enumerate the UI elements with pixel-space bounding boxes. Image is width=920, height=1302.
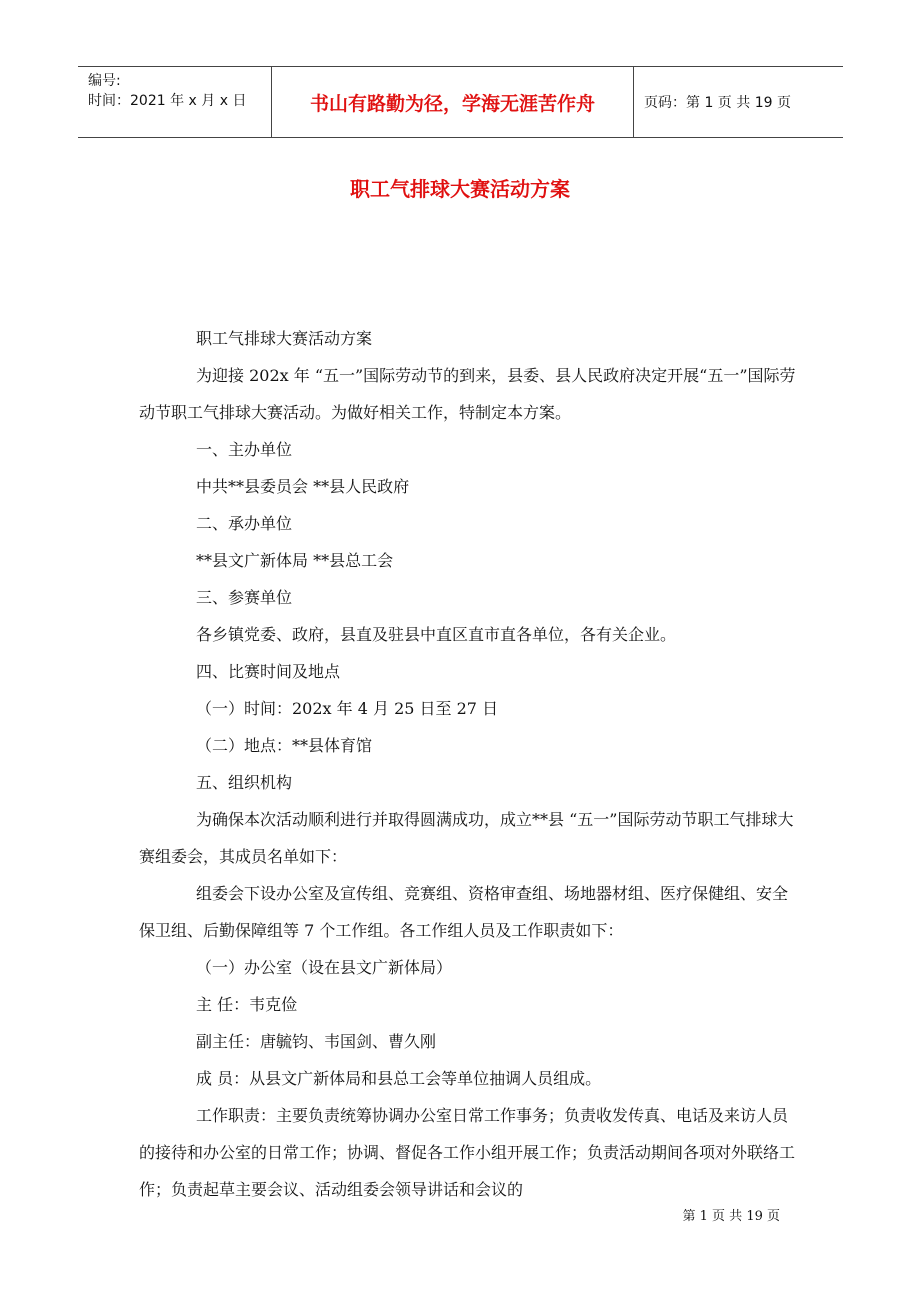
paragraph: 工作职责：主要负责统筹协调办公室日常工作事务；负责收发传真、电话及来访人员的接待和办公室的日常工作；协调、督促各工作小组开展工作；负责活动期间各项对外联络工作；负责起草主要会议、活动组委会领导讲话和会议的 — [139, 1106, 796, 1199]
paragraph: 职工气排球大赛活动方案 — [196, 329, 373, 348]
paragraph: （一）办公室（设在县文广新体局） — [196, 958, 453, 977]
page-footer: 第 1 页 共 19 页 — [682, 1209, 780, 1224]
header-meta — [78, 67, 272, 137]
section-heading: 二、承办单位 — [196, 514, 293, 533]
paragraph: 主 任：韦克俭 — [196, 995, 298, 1014]
document-time-label: 时间：2021 年 x 月 x 日 — [88, 93, 247, 109]
section-heading: 四、比赛时间及地点 — [196, 662, 341, 681]
document-title: 职工气排球大赛活动方案 — [350, 177, 570, 201]
paragraph: 各乡镇党委、政府，县直及驻县中直区直市直各单位，各有关企业。 — [196, 625, 677, 644]
paragraph: 中共**县委员会 **县人民政府 — [196, 477, 410, 496]
section-heading: 五、组织机构 — [196, 773, 293, 792]
paragraph: 为迎接 202x 年 “五一”国际劳动节的到来，县委、县人民政府决定开展“五一”国际劳动节职工气排球大赛活动。为做好相关工作，特制定本方案。 — [139, 366, 796, 422]
document-number-label: 编号: — [88, 73, 121, 89]
header-motto: 书山有路勤为径，学海无涯苦作舟 — [272, 67, 634, 137]
paragraph: 副主任：唐毓钧、韦国剑、曹久刚 — [196, 1032, 437, 1051]
paragraph: 为确保本次活动顺利进行并取得圆满成功，成立**县 “五一”国际劳动节职工气排球大赛组委会，其成员名单如下： — [139, 810, 794, 866]
header-page-number: 页码：第 1 页 共 19 页 — [644, 95, 791, 111]
section-heading: 一、主办单位 — [196, 440, 293, 459]
paragraph: （一）时间：202x 年 4 月 25 日至 27 日 — [196, 699, 499, 718]
paragraph: 组委会下设办公室及宣传组、竞赛组、资格审查组、场地器材组、医疗保健组、安全保卫组、后勤保障组等 7 个工作组。各工作组人员及工作职责如下： — [139, 884, 789, 940]
header-table — [78, 66, 843, 138]
paragraph: 成 员：从县文广新体局和县总工会等单位抽调人员组成。 — [196, 1069, 602, 1088]
paragraph: **县文广新体局 **县总工会 — [196, 551, 394, 570]
section-heading: 三、参赛单位 — [196, 588, 293, 607]
document-body — [139, 320, 799, 1208]
paragraph: （二）地点：**县体育馆 — [196, 736, 373, 755]
